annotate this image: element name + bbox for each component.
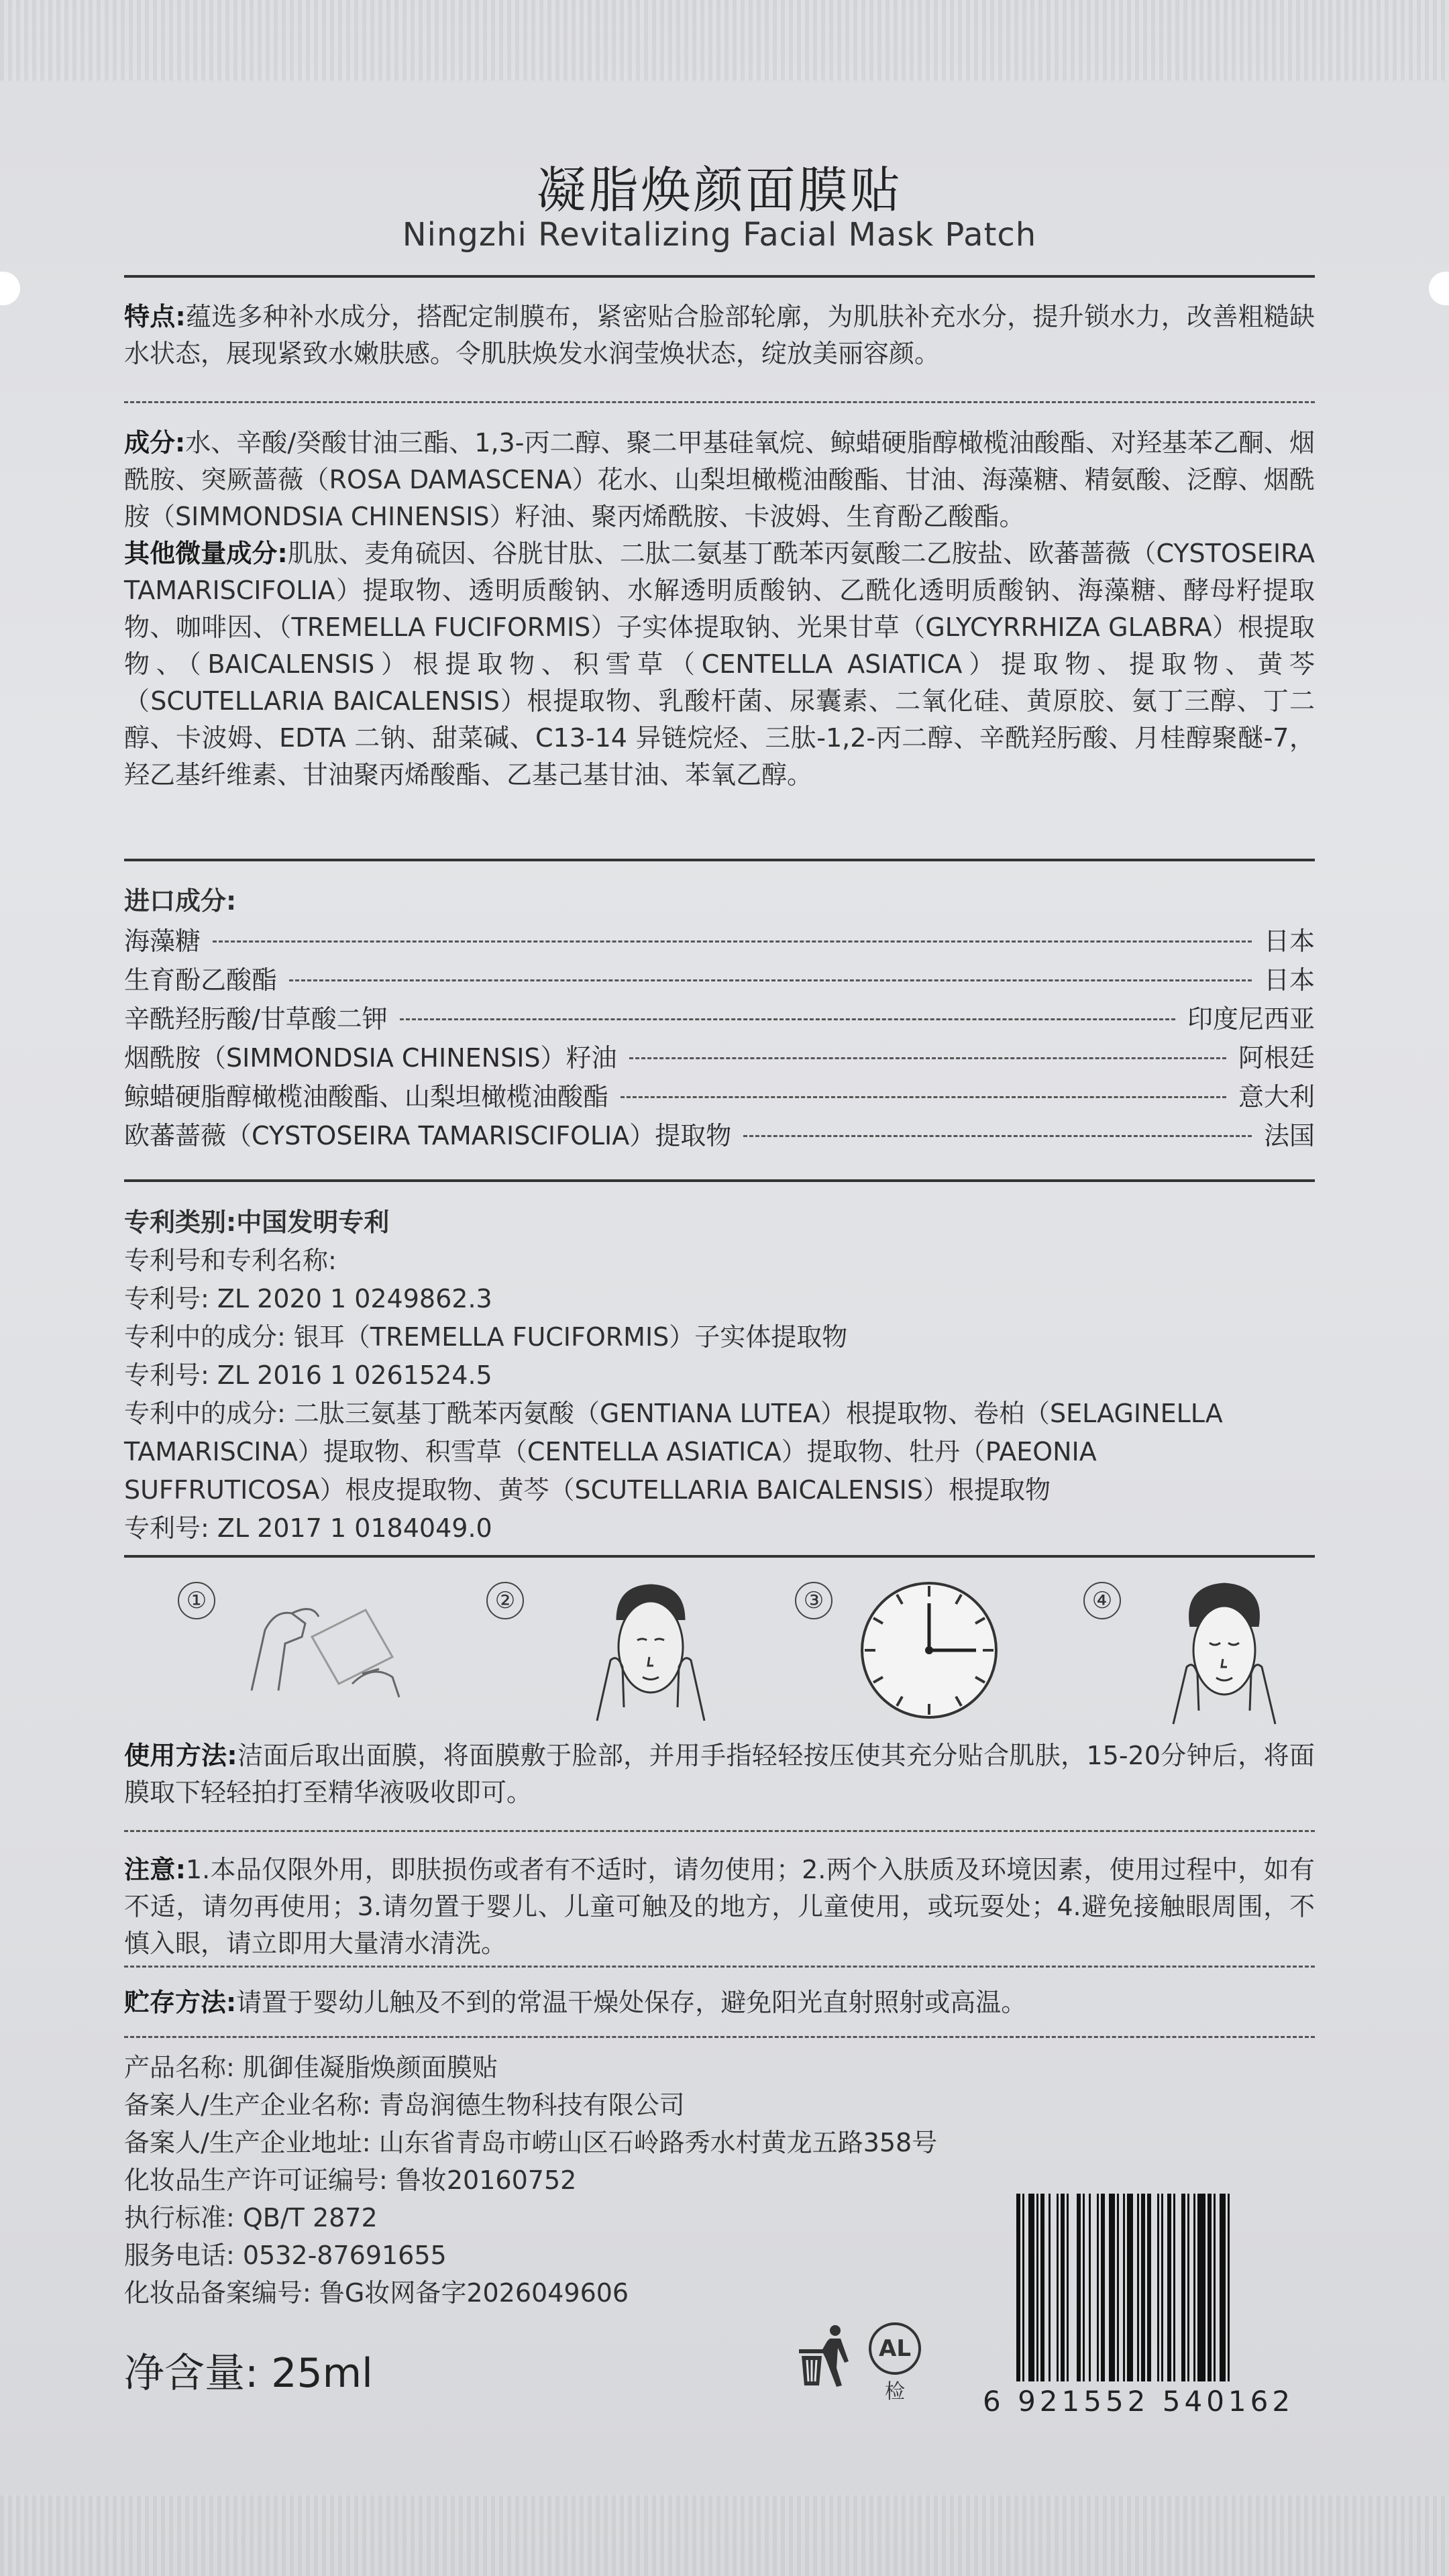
step-2-number: ②: [486, 1582, 524, 1619]
barcode: [1010, 2194, 1305, 2388]
divider: [124, 1555, 1315, 1558]
patent-line: 专利号和专利名称:: [124, 1246, 337, 1275]
patent-line: 专利中的成分: 银耳（TREMELLA FUCIFORMIS）子实体提取物: [124, 1322, 848, 1352]
imported-label: 进口成分:: [124, 886, 237, 916]
product-info-line: 服务电话: 0532-87691655: [124, 2241, 447, 2270]
leader-dashes: [400, 1018, 1175, 1020]
usage-block: [124, 1737, 1315, 1811]
trash-disposal-icon: [795, 2321, 855, 2388]
features-label: 特点:: [124, 302, 186, 331]
product-title-en: Ningzhi Revitalizing Facial Mask Patch: [402, 216, 1037, 254]
patent-line: 专利中的成分: 二肽三氨基丁酰苯丙氨酸（GENTIANA LUTEA）根提取物、卷柏（SELAGINELLA: [124, 1399, 1223, 1428]
dashed-divider: [124, 401, 1315, 403]
hand-open-package-icon: [238, 1583, 413, 1704]
divider: [124, 859, 1315, 861]
barcode-number: 6 921552 540162: [983, 2385, 1295, 2418]
divider: [124, 275, 1315, 278]
face-pat-essence-icon: [1164, 1573, 1285, 1734]
divider: [124, 1179, 1315, 1182]
top-seal: [0, 0, 1449, 80]
product-info-line: 备案人/生产企业地址: 山东省青岛市崂山区石岭路秀水村黄龙五路358号: [124, 2128, 938, 2157]
storage-text: 请置于婴幼儿触及不到的常温干燥处保存，避免阳光直射照射或高温。: [236, 1988, 1027, 2017]
inspection-mark: 检: [885, 2380, 905, 2404]
product-info-line: 化妆品备案编号: 鲁G妆网备字2026049606: [124, 2278, 629, 2308]
imported-row: [124, 962, 1315, 999]
recycle-al-icon: AL: [869, 2322, 921, 2375]
imported-country: 阿根廷: [1238, 1043, 1315, 1073]
imported-row: [124, 923, 1315, 960]
tear-notch-right[interactable]: [1429, 272, 1449, 305]
trace-text: 肌肽、麦角硫因、谷胱甘肽、二肽二氨基丁酰苯丙氨酸二乙胺盐、欧蕃蔷薇（CYSTOSEIRA TAMARISCIFOLIA）提取物、透明质酸钠、水解透明质酸钠、乙酰化透明质酸钠、海藻糖、酵母籽提取物、咖啡因、（TREMELLA FUCIFORMIS）子实体提取钠、光果甘草（GLYCYRRHIZA GLABRA）根提取物、（BAICALENSIS）根提取物、积雪草（CENTELLA ASIATICA）提取物、提取物、黄芩（SCUTELLARIA BAICALENSIS）根提取物、乳酸杆菌、尿囊素、二氧化硅、黄原胶、氨丁三醇、丁二醇、卡波姆、EDTA 二钠、甜菜碱、C13-14 异链烷烃、三肽-1,2-丙二醇、辛酰羟肟酸、月桂醇聚醚-7，羟乙基纤维素、甘油聚丙烯酸酯、乙基己基甘油、苯氧乙醇。: [124, 539, 1315, 790]
imported-country: 意大利: [1238, 1082, 1315, 1112]
patent-line: 专利号: ZL 2017 1 0184049.0: [124, 1513, 492, 1543]
ingredients-label: 成分:: [124, 428, 186, 458]
imported-name: 生育酚乙酸酯: [124, 965, 278, 995]
dashed-divider: [124, 2036, 1315, 2038]
usage-label: 使用方法:: [124, 1741, 237, 1770]
face-apply-mask-icon: [590, 1573, 711, 1734]
imported-row: [124, 1040, 1315, 1077]
storage-block: [124, 1984, 1315, 2021]
dashed-divider: [124, 1966, 1315, 1968]
step-4-number: ④: [1083, 1582, 1121, 1619]
step-1-number: ①: [178, 1582, 215, 1619]
bottom-seal: [0, 2496, 1449, 2576]
imported-name: 欧蕃蔷薇（CYSTOSEIRA TAMARISCIFOLIA）提取物: [124, 1121, 732, 1150]
patent-line: SUFFRUTICOSA）根皮提取物、黄芩（SCUTELLARIA BAICALENSIS）根提取物: [124, 1475, 1051, 1505]
imported-country: 印度尼西亚: [1187, 1004, 1315, 1034]
imported-row: [124, 1001, 1315, 1038]
imported-name: 辛酰羟肟酸/甘草酸二钾: [124, 1004, 388, 1034]
leader-dashes: [743, 1135, 1252, 1137]
leader-dashes: [621, 1096, 1226, 1098]
leader-dashes: [289, 979, 1252, 981]
caution-block: [124, 1851, 1315, 1962]
net-content: 净含量: 25ml: [124, 2350, 373, 2397]
imported-country: 日本: [1263, 965, 1315, 995]
leader-dashes: [213, 941, 1252, 943]
step-3-number: ③: [795, 1582, 833, 1619]
storage-label: 贮存方法:: [124, 1988, 237, 2017]
features-text: 蕴选多种补水成分，搭配定制膜布，紧密贴合脸部轮廓，为肌肤补充水分，提升锁水力，改善粗糙缺水状态，展现紧致水嫩肤感。令肌肤焕发水润莹焕状态，绽放美丽容颜。: [124, 302, 1315, 368]
patent-line: TAMARISCINA）提取物、积雪草（CENTELLA ASIATICA）提取物、牡丹（PAEONIA: [124, 1437, 1097, 1466]
imported-country: 法国: [1263, 1121, 1315, 1150]
imported-row: [124, 1079, 1315, 1116]
product-title-cn: 凝脂焕颜面膜贴: [536, 162, 903, 219]
leader-dashes: [629, 1057, 1226, 1059]
imported-name: 烟酰胺（SIMMONDSIA CHINENSIS）籽油: [124, 1043, 617, 1073]
caution-label: 注意:: [124, 1855, 186, 1884]
imported-name: 鲸蜡硬脂醇橄榄油酸酯、山梨坦橄榄油酸酯: [124, 1082, 609, 1112]
product-info-line: 产品名称: 肌御佳凝脂焕颜面膜贴: [124, 2053, 498, 2082]
product-info-line: 执行标准: QB/T 2872: [124, 2203, 378, 2233]
patent-label: 专利类别:中国发明专利: [124, 1208, 390, 1237]
caution-text: 1.本品仅限外用，即肤损伤或者有不适时，请勿使用；2.两个入肤质及环境因素，使用过程中，如有不适，请勿再使用；3.请勿置于婴儿、儿童可触及的地方，儿童使用，或玩耍处；4.避免接触眼周围，不慎入眼，请立即用大量清水清洗。: [124, 1855, 1315, 1958]
imported-country: 日本: [1263, 926, 1315, 956]
patent-line: 专利号: ZL 2020 1 0249862.3: [124, 1284, 492, 1313]
features-block: [124, 299, 1315, 372]
patent-line: 专利号: ZL 2016 1 0261524.5: [124, 1360, 492, 1390]
product-info-line: 备案人/生产企业名称: 青岛润德生物科技有限公司: [124, 2090, 685, 2120]
imported-row: [124, 1118, 1315, 1155]
tear-notch-left[interactable]: [0, 272, 20, 305]
trace-label: 其他微量成分:: [124, 539, 288, 568]
product-info-line: 化妆品生产许可证编号: 鲁妆20160752: [124, 2165, 577, 2195]
clock-icon: [855, 1576, 1003, 1724]
dashed-divider: [124, 1830, 1315, 1832]
usage-text: 洁面后取出面膜，将面膜敷于脸部，并用手指轻轻按压使其充分贴合肌肤，15-20分钟后，将面膜取下轻轻拍打至精华液吸收即可。: [124, 1741, 1315, 1807]
imported-name: 海藻糖: [124, 926, 201, 956]
ingredients-block: [124, 425, 1315, 794]
ingredients-text: 水、辛酸/癸酸甘油三酯、1,3-丙二醇、聚二甲基硅氧烷、鲸蜡硬脂醇橄榄油酸酯、对羟基苯乙酮、烟酰胺、突厥蔷薇（ROSA DAMASCENA）花水、山梨坦橄榄油酸酯、甘油、海藻糖、精氨酸、泛醇、烟酰胺（SIMMONDSIA CHINENSIS）籽油、聚丙烯酰胺、卡波姆、生育酚乙酸酯。: [124, 428, 1316, 531]
